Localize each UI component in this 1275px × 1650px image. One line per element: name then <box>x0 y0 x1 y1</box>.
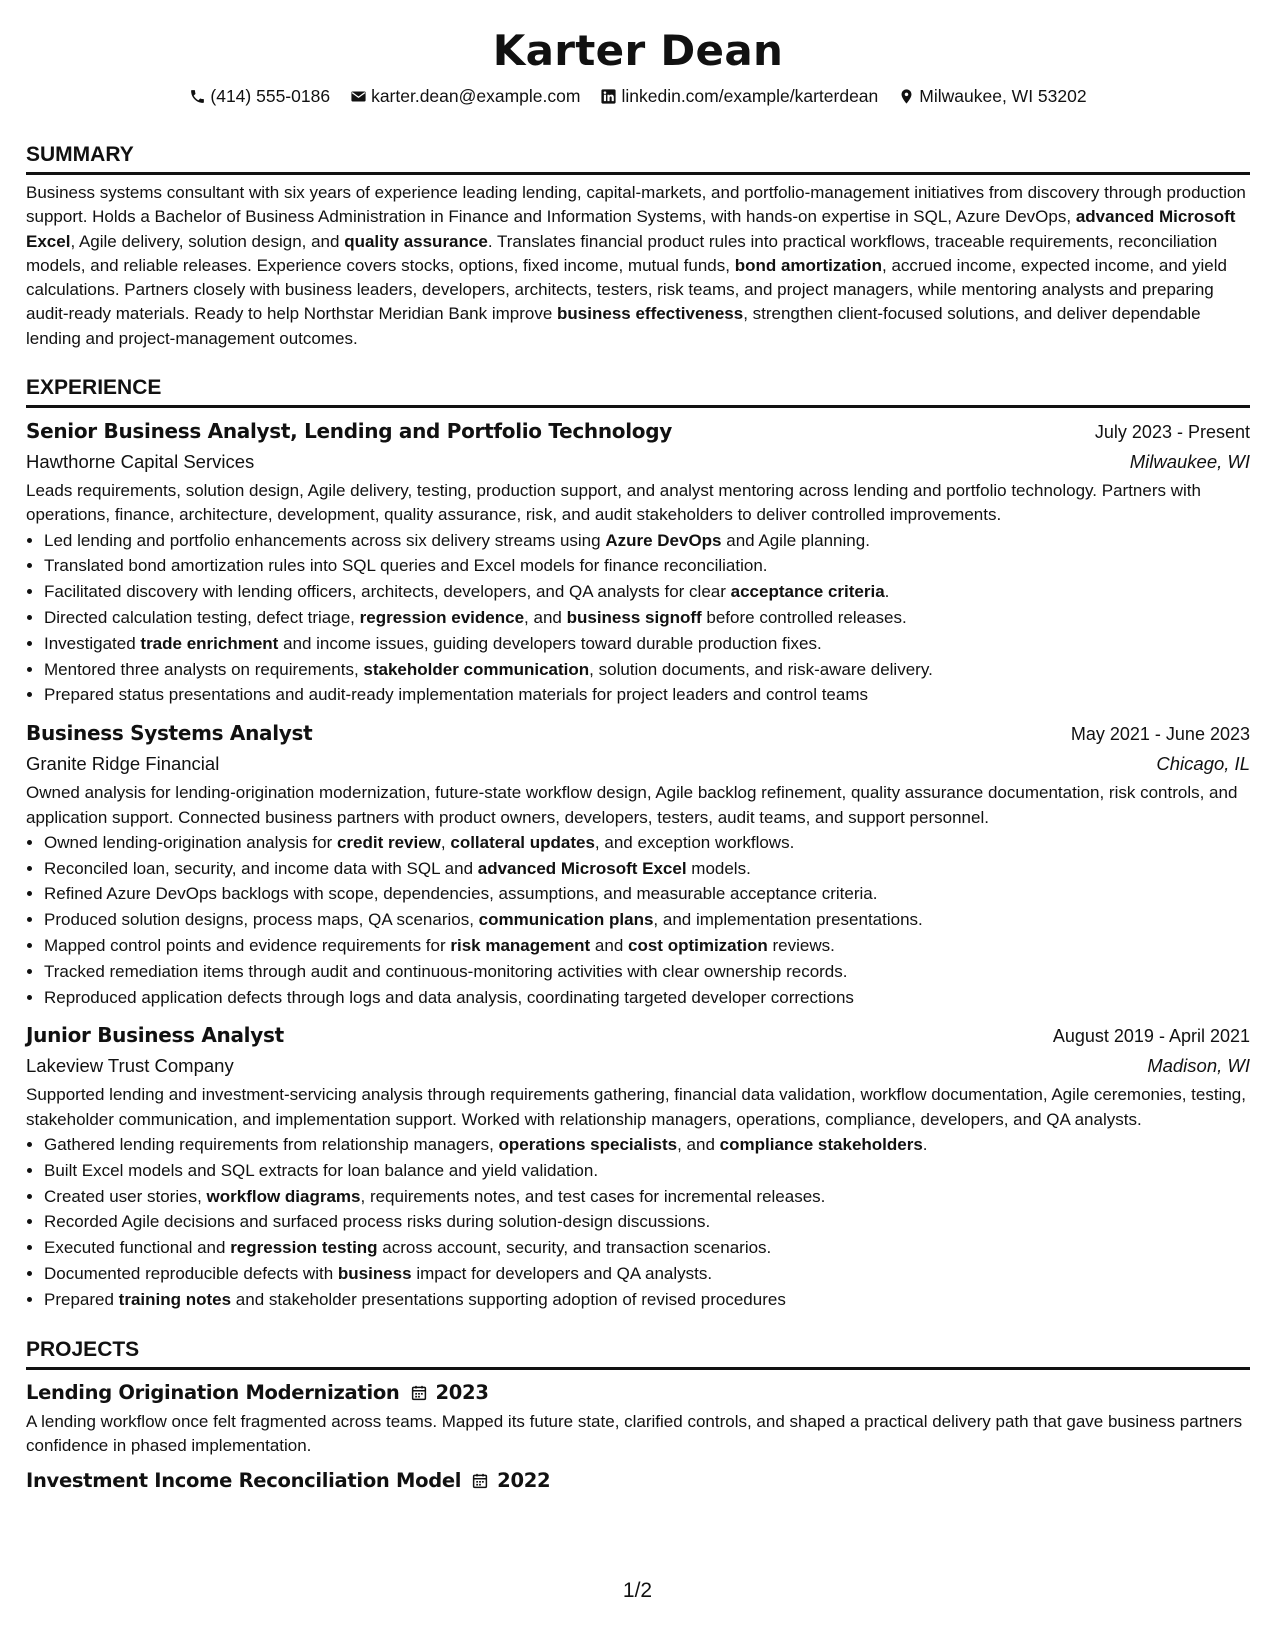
text-segment: , Agile delivery, solution design, and <box>70 231 345 251</box>
map-pin-icon <box>898 88 915 105</box>
contact-phone <box>189 84 330 108</box>
bold-keyword: acceptance criteria <box>730 582 885 602</box>
text-segment: Led lending and portfolio enhancements across six delivery streams using <box>44 530 606 550</box>
job-entry <box>26 1020 1250 1312</box>
job-description: Supported lending and investment-servicing analysis through requirements gathering, financial data validation, workflow documentation, Agile ceremonies, testing, stakeholder communication, and implementation support. Worked with relationship managers, operations, compliance, developers, and QA analysts. <box>26 1085 1246 1129</box>
phone-icon <box>189 88 206 105</box>
text-segment: Owned lending-origination analysis for <box>44 832 337 852</box>
job-company: Lakeview Trust Company <box>26 1055 234 1077</box>
linkedin-text: linkedin.com/example/karterdean <box>621 86 879 106</box>
summary-heading: SUMMARY <box>26 142 1250 175</box>
text-segment: Business systems consultant with six years of experience leading lending, capital-markets, and portfolio-management initiatives from discovery through production support. Holds a Bachelor of Business Administration in Finance and Information Systems, with hands-on expertise in SQL, Azure DevOps, <box>26 183 1246 227</box>
bold-keyword: business effectiveness <box>557 304 744 324</box>
text-segment: , accrued income, expected income, and yield calculations. Partners closely with business leaders, developers, architects, testers, risk teams, and project managers, while mentoring analysts and preparing audit-ready materials. Ready to help Northstar Meridian Bank improve <box>26 255 1227 324</box>
text-segment: , and <box>677 1135 720 1155</box>
text-segment: , and exception workflows. <box>594 832 795 852</box>
bullet-item <box>44 933 1250 959</box>
project-year-text: 2023 <box>435 1380 489 1404</box>
text-segment: and <box>590 936 629 956</box>
job-header-row <box>26 718 1250 749</box>
bullet-item <box>44 1158 1250 1184</box>
text-segment: Directed calculation testing, defect triage, <box>44 608 360 628</box>
text-segment: Recorded Agile decisions and surfaced process risks during solution-design discussions. <box>44 1212 711 1232</box>
text-segment: Reproduced application defects through logs and data analysis, coordinating targeted developer corrections <box>44 987 854 1007</box>
project-header <box>26 1466 1250 1496</box>
text-segment: Translated bond amortization rules into SQL queries and Excel models for finance reconciliation. <box>44 556 768 576</box>
bullet-item <box>44 985 1250 1011</box>
job-dates: May 2021 - June 2023 <box>1070 724 1250 745</box>
job-entry <box>26 718 1250 1010</box>
text-segment: . <box>884 582 890 602</box>
job-location: Chicago, IL <box>1156 753 1250 775</box>
job-bullets <box>26 1132 1250 1313</box>
bold-keyword: communication plans <box>478 910 654 930</box>
bullet-item <box>44 605 1250 631</box>
bold-keyword: regression testing <box>230 1238 378 1258</box>
calendar-icon <box>471 1472 489 1490</box>
job-header-row <box>26 1020 1250 1051</box>
linkedin-icon <box>600 88 617 105</box>
experience-list <box>26 416 1250 1313</box>
job-company-row <box>26 447 1250 477</box>
contact-location <box>898 84 1086 108</box>
bold-keyword: trade enrichment <box>140 633 279 653</box>
text-segment: Prepared status presentations and audit-ready implementation materials for project leaders and control teams <box>44 685 868 705</box>
bold-keyword: advanced Microsoft Excel <box>477 858 687 878</box>
envelope-icon <box>350 88 367 105</box>
text-segment: Facilitated discovery with lending officers, architects, developers, and QA analysts for clear <box>44 582 731 602</box>
text-segment: Tracked remediation items through audit and continuous-monitoring activities with clear ownership records. <box>44 961 848 981</box>
bullet-item <box>44 881 1250 907</box>
bullet-item <box>44 1209 1250 1235</box>
job-bullets <box>26 528 1250 709</box>
bullet-item <box>44 1287 1250 1313</box>
text-segment: Produced solution designs, process maps, QA scenarios, <box>44 910 479 930</box>
text-segment: , <box>440 832 451 852</box>
bold-keyword: training notes <box>118 1289 232 1309</box>
text-segment: across account, security, and transaction scenarios. <box>377 1238 772 1258</box>
text-segment: and stakeholder presentations supporting adoption of revised procedures <box>231 1289 786 1309</box>
text-segment: Executed functional and <box>44 1238 231 1258</box>
page-number: 1/2 <box>622 1579 653 1602</box>
bold-keyword: workflow diagrams <box>206 1186 361 1206</box>
job-company-row <box>26 1051 1250 1081</box>
calendar-icon <box>410 1384 428 1402</box>
text-segment: , requirements notes, and test cases for incremental releases. <box>360 1186 826 1206</box>
bold-keyword: business <box>337 1264 412 1283</box>
bullet-item <box>44 1261 1250 1287</box>
bold-keyword: operations specialists <box>498 1135 678 1155</box>
bullet-item <box>44 528 1250 554</box>
project-entry <box>26 1378 1250 1459</box>
candidate-name: Karter Dean <box>492 26 784 75</box>
summary-text <box>26 181 1250 351</box>
bold-keyword: compliance stakeholders <box>719 1135 923 1155</box>
bullet-item <box>44 1235 1250 1261</box>
text-segment: Mapped control points and evidence requirements for <box>44 936 451 956</box>
text-segment: Refined Azure DevOps backlogs with scope, dependencies, assumptions, and measurable acceptance criteria. <box>44 884 878 904</box>
text-segment: Reconciled loan, security, and income data with SQL and <box>44 858 478 878</box>
text-segment: Mentored three analysts on requirements, <box>44 659 364 679</box>
bullet-item <box>44 579 1250 605</box>
job-title: Junior Business Analyst <box>26 1023 284 1048</box>
bold-keyword: cost optimization <box>628 936 768 956</box>
project-entry <box>26 1466 1250 1496</box>
contact-email <box>350 84 580 108</box>
bullet-item <box>44 856 1250 882</box>
text-segment: and income issues, guiding developers toward durable production fixes. <box>278 633 822 653</box>
project-header <box>26 1378 1250 1408</box>
text-segment: impact for developers and QA analysts. <box>411 1264 713 1283</box>
bold-keyword: stakeholder communication <box>363 659 590 679</box>
text-segment: models. <box>686 858 751 878</box>
bullet-item <box>44 1132 1250 1158</box>
text-segment: . Translates financial product rules into practical workflows, traceable requirements, reconciliation models, and reliable releases. Experience covers stocks, options, fixed income, mutual funds, <box>26 231 1218 275</box>
experience-heading: EXPERIENCE <box>26 375 1250 408</box>
projects-heading: PROJECTS <box>26 1337 1250 1370</box>
bullet-item <box>44 959 1250 985</box>
contact-bar <box>26 84 1250 108</box>
text-segment: before controlled releases. <box>701 608 907 628</box>
project-year-text: 2022 <box>497 1469 551 1493</box>
text-segment: , and implementation presentations. <box>653 910 923 930</box>
project-title: Investment Income Reconciliation Model <box>26 1469 462 1493</box>
bullet-item <box>44 682 1250 708</box>
project-description: A lending workflow once felt fragmented across teams. Mapped its future state, clarified controls, and shaped a practical delivery path that gave business partners confidence in phased implementation. <box>26 1411 1243 1455</box>
bold-keyword: credit review <box>336 832 441 852</box>
job-location: Madison, WI <box>1147 1055 1250 1077</box>
bullet-item <box>44 830 1250 856</box>
text-segment: Documented reproducible defects with <box>44 1264 338 1283</box>
bold-keyword: Azure DevOps <box>605 530 722 550</box>
text-segment: . <box>922 1135 928 1155</box>
job-dates: August 2019 - April 2021 <box>1052 1026 1250 1047</box>
text-segment: Investigated <box>44 633 141 653</box>
text-segment: , strengthen client-focused solutions, and deliver dependable lending and project-management outcomes. <box>26 304 1201 348</box>
job-location: Milwaukee, WI <box>1129 451 1250 473</box>
job-header-row <box>26 416 1250 447</box>
bold-keyword: business signoff <box>566 608 702 628</box>
text-segment: Built Excel models and SQL extracts for loan balance and yield validation. <box>44 1160 599 1180</box>
job-title: Business Systems Analyst <box>26 721 313 746</box>
job-description: Leads requirements, solution design, Agile delivery, testing, production support, and analyst mentoring across lending and portfolio technology. Partners with operations, finance, architecture, development, quality assurance, risk, and audit stakeholders to deliver controlled improvements. <box>26 481 1201 525</box>
bold-keyword: regression evidence <box>359 608 525 628</box>
job-description: Owned analysis for lending-origination modernization, future-state workflow design, Agile backlog refinement, quality assurance documentation, risk controls, and application support. Connected business partners with product owners, developers, testers, audit teams, and support personnel. <box>26 783 1238 827</box>
bullet-item <box>44 907 1250 933</box>
job-company: Granite Ridge Financial <box>26 753 220 775</box>
text-segment: Prepared <box>44 1289 119 1309</box>
job-company: Hawthorne Capital Services <box>26 451 255 473</box>
job-title: Senior Business Analyst, Lending and Portfolio Technology <box>26 419 672 444</box>
bullet-item <box>44 631 1250 657</box>
project-year <box>471 1466 550 1496</box>
bold-keyword: advanced Microsoft Excel <box>26 207 1236 251</box>
job-bullets <box>26 830 1250 1011</box>
job-company-row <box>26 749 1250 779</box>
job-entry <box>26 416 1250 708</box>
location-text: Milwaukee, WI 53202 <box>919 86 1087 106</box>
bold-keyword: bond amortization <box>734 255 883 275</box>
project-year <box>410 1378 489 1408</box>
bold-keyword: risk management <box>450 936 591 956</box>
projects-list <box>26 1378 1250 1497</box>
text-segment: Created user stories, <box>44 1186 207 1206</box>
text-segment: , solution documents, and risk-aware delivery. <box>589 659 933 679</box>
bullet-item <box>44 553 1250 579</box>
phone-text: (414) 555-0186 <box>210 86 331 106</box>
text-segment: Gathered lending requirements from relationship managers, <box>44 1135 499 1155</box>
bold-keyword: collateral updates <box>450 832 595 852</box>
resume-page <box>26 0 1250 1496</box>
bullet-item <box>44 657 1250 683</box>
text-segment: , and <box>524 608 567 628</box>
job-dates: July 2023 - Present <box>1094 422 1250 443</box>
bullet-item <box>44 1184 1250 1210</box>
text-segment: reviews. <box>767 936 835 956</box>
text-segment: and Agile planning. <box>721 530 870 550</box>
contact-linkedin <box>600 84 878 108</box>
email-text: karter.dean@example.com <box>371 86 581 106</box>
bold-keyword: quality assurance <box>344 231 488 251</box>
project-title: Lending Origination Modernization <box>26 1380 400 1404</box>
